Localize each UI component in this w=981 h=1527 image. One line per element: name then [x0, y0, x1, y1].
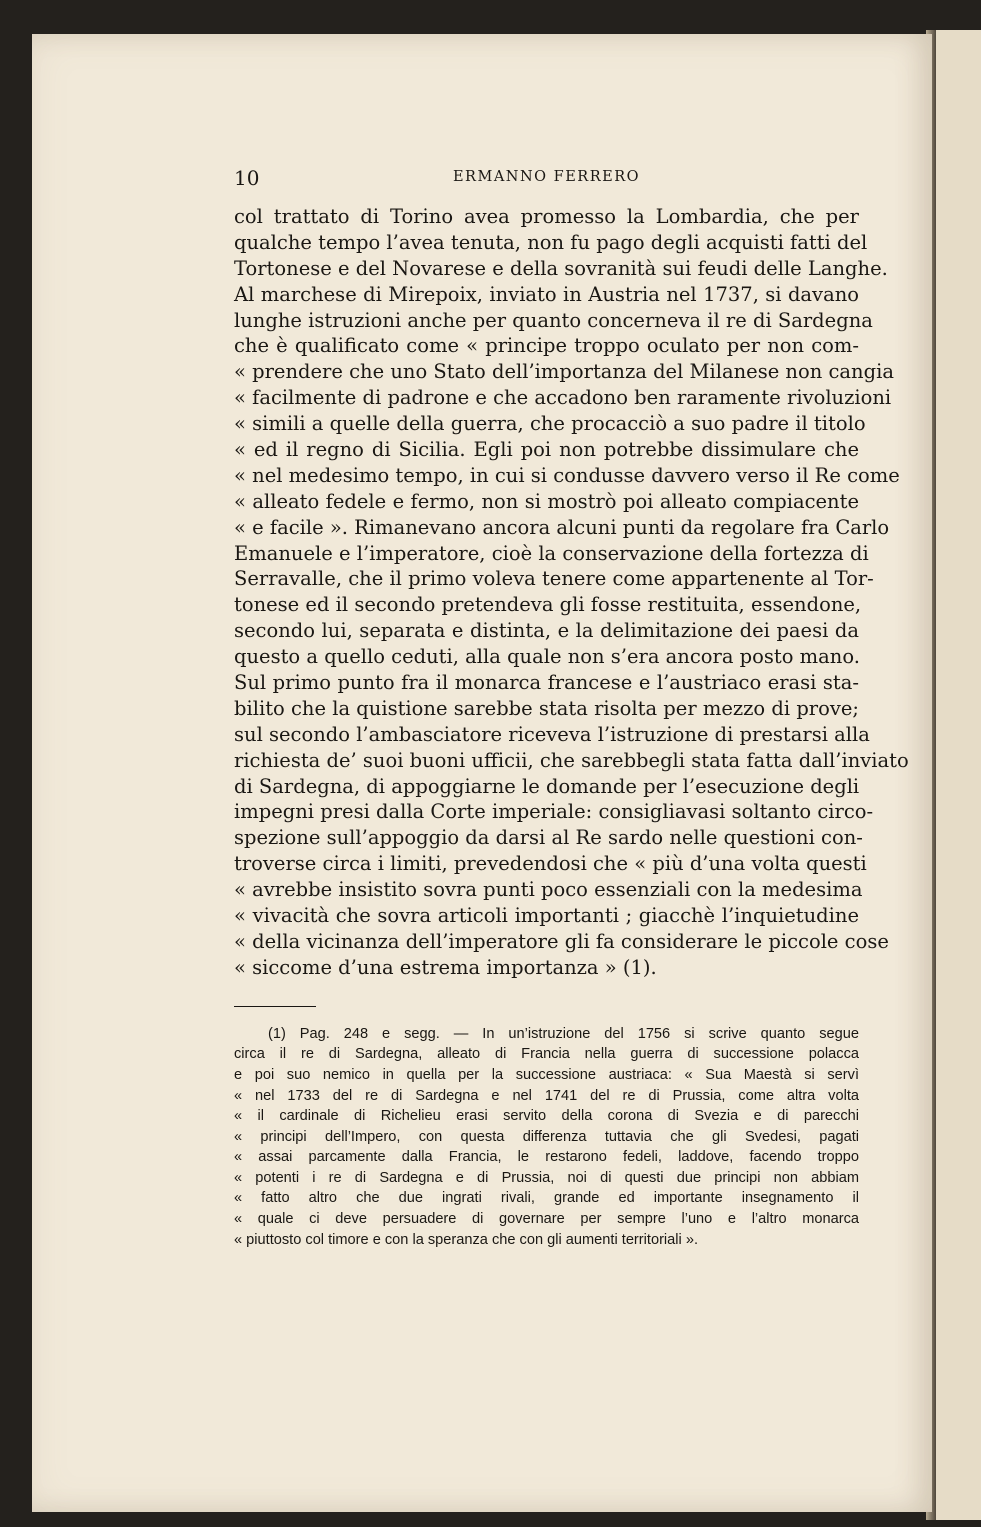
- body-line: spezione sull’appoggio da darsi al Re sardo nelle questioni con-: [234, 826, 863, 850]
- running-head-title: ERMANNO FERRERO: [452, 169, 641, 185]
- body-line: « nel medesimo tempo, in cui si condusse davvero verso il Re come: [234, 463, 900, 487]
- footnote-line: « assai parcamente dalla Francia, le restarono fedeli, laddove, facendo troppo: [234, 1149, 859, 1166]
- body-line: troverse circa i limiti, prevedendosi che « più d’una volta questi: [234, 852, 867, 876]
- body-line: tonese ed il secondo pretendeva gli fosse restituita, essendone,: [234, 593, 862, 617]
- body-line: impegni presi dalla Corte imperiale: consigliavasi soltanto circo-: [234, 800, 874, 824]
- body-line: di Sardegna, di appoggiarne le domande per l’esecuzione degli: [234, 774, 860, 798]
- body-line: « prendere che uno Stato dell’importanza del Milanese non cangia: [234, 360, 894, 384]
- body-line: « vivacità che sovra articoli importanti ; giacchè l’inquietudine: [234, 904, 859, 928]
- footnote-line: (1) Pag. 248 e segg. — In un’istruzione del 1756 si scrive quanto segue: [268, 1025, 859, 1042]
- body-text: [234, 204, 909, 981]
- footnote-line: « principi dell’Impero, con questa differenza tuttavia che gli Svedesi, pagati: [234, 1128, 859, 1145]
- body-line: « della vicinanza dell’imperatore gli fa considerare le piccole cose: [234, 929, 889, 953]
- footnote: [234, 1024, 859, 1251]
- page-number: 10: [234, 166, 260, 190]
- footnote-line: « il cardinale di Richelieu erasi servito della corona di Svezia e di parecchi: [234, 1108, 859, 1125]
- body-line: qualche tempo l’avea tenuta, non fu pago degli acquisti fatti del: [234, 230, 868, 254]
- body-line: « e facile ». Rimanevano ancora alcuni punti da regolare fra Carlo: [234, 515, 890, 539]
- body-line: « facilmente di padrone e che accadono ben raramente rivoluzioni: [234, 386, 892, 410]
- footnote-line: « potenti i re di Sardegna e di Prussia, noi di questi due principi non abbiam: [234, 1169, 859, 1186]
- body-line: sul secondo l’ambasciatore riceveva l’istruzione di prestarsi alla: [234, 722, 870, 746]
- footnote-line: « nel 1733 del re di Sardegna e nel 1741 del re di Prussia, come altra volta: [234, 1087, 859, 1104]
- body-line: « siccome d’una estrema importanza » (1).: [234, 955, 657, 979]
- body-line: Serravalle, che il primo voleva tenere come appartenente al Tor-: [234, 567, 874, 591]
- body-line: questo a quello ceduti, alla quale non s’era ancora posto mano.: [234, 645, 860, 669]
- footnote-line: « fatto altro che due ingrati rivali, grande ed importante insegnamento il: [234, 1190, 859, 1207]
- footnote-line: « quale ci deve persuadere di governare per sempre l’uno e l’altro monarca: [234, 1211, 859, 1228]
- body-line: che è qualificato come « principe troppo oculato per non com-: [234, 334, 859, 358]
- body-line: col trattato di Torino avea promesso la Lombardia, che per: [234, 205, 859, 228]
- body-line: Al marchese di Mirepoix, inviato in Austria nel 1737, si davano: [234, 282, 859, 306]
- footnote-line: « piuttosto col timore e con la speranza che con gli aumenti territoriali ».: [234, 1231, 698, 1248]
- text-block: [234, 160, 909, 1250]
- body-line: bilito che la quistione sarebbe stata risolta per mezzo di prove;: [234, 696, 859, 720]
- body-line: Emanuele e l’imperatore, cioè la conservazione della fortezza di: [234, 541, 869, 565]
- body-line: « avrebbe insistito sovra punti poco essenziali con la medesima: [234, 878, 863, 902]
- running-head: [234, 160, 859, 190]
- adjacent-page-edge: [936, 30, 981, 1520]
- body-line: Sul primo punto fra il monarca francese e l’austriaco erasi sta-: [234, 671, 859, 695]
- body-line: Tortonese e del Novarese e della sovranità sui feudi delle Langhe.: [234, 256, 888, 280]
- body-line: richiesta de’ suoi buoni ufficii, che sarebbegli stata fatta dall’inviato: [234, 748, 909, 772]
- body-line: « simili a quelle della guerra, che procacciò a suo padre il titolo: [234, 412, 866, 436]
- body-line: « ed il regno di Sicilia. Egli poi non potrebbe dissimulare che: [234, 438, 859, 462]
- body-line: « alleato fedele e fermo, non si mostrò poi alleato compiacente: [234, 489, 859, 513]
- footnote-line: circa il re di Sardegna, alleato di Francia nella guerra di successione polacca: [234, 1046, 859, 1063]
- body-line: secondo lui, separata e distinta, e la delimitazione dei paesi da: [234, 619, 859, 643]
- footnote-line: e poi suo nemico in quella per la successione austriaca: « Sua Maestà si servì: [234, 1066, 859, 1083]
- footnote-rule: [234, 1006, 316, 1007]
- body-line: lunghe istruzioni anche per quanto concerneva il re di Sardegna: [234, 308, 873, 332]
